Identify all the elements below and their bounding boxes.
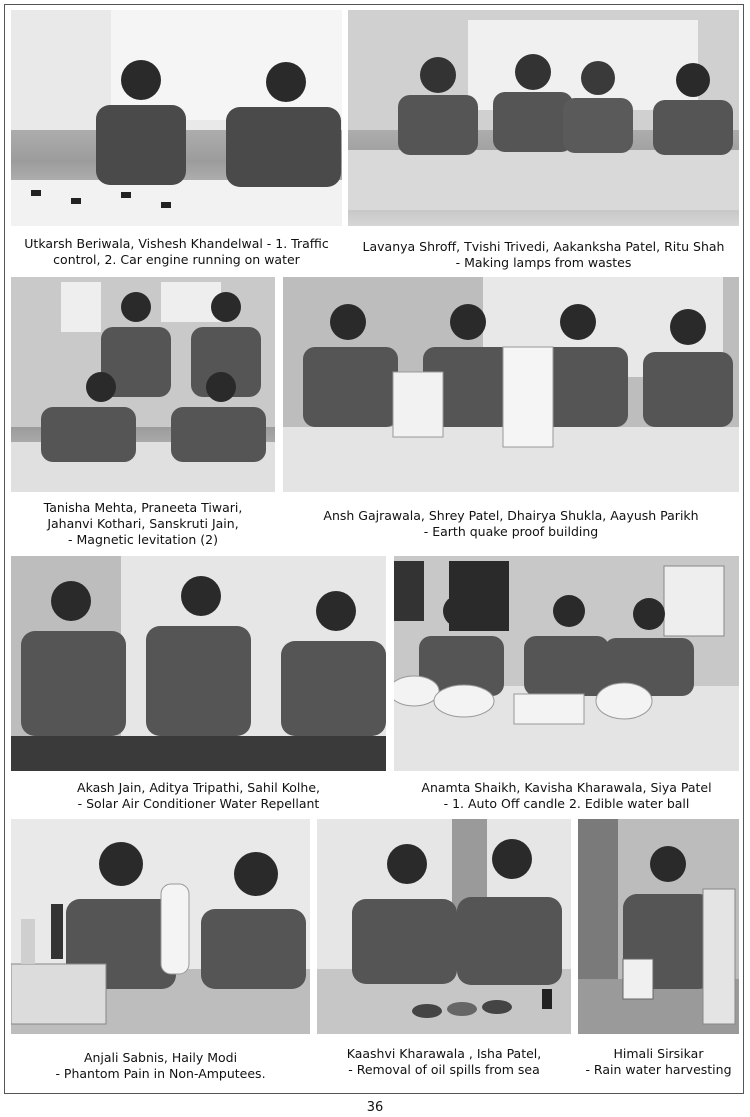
- caption-rain-water-harvesting: [578, 1046, 739, 1078]
- caption-line: - Magnetic levitation (2): [68, 532, 218, 547]
- caption-line: - Phantom Pain in Non-Amputees.: [55, 1066, 266, 1081]
- photo-rain-water-harvesting: [578, 819, 739, 1034]
- caption-line: control, 2. Car engine running on water: [53, 252, 300, 267]
- photo-earthquake-proof-building: [283, 277, 739, 492]
- caption-phantom-pain: [11, 1050, 310, 1082]
- photo-traffic-control: [11, 10, 342, 226]
- caption-oil-spill-removal: [310, 1046, 578, 1078]
- caption-line: Tanisha Mehta, Praneeta Tiwari,: [43, 500, 243, 515]
- caption-line: - Rain water harvesting: [585, 1062, 732, 1077]
- caption-line: - Making lamps from wastes: [455, 255, 632, 270]
- caption-earthquake-proof-building: [283, 508, 739, 540]
- photo-lamps-from-waste: [348, 10, 739, 226]
- caption-line: Anjali Sabnis, Haily Modi: [83, 1050, 238, 1065]
- caption-traffic-control: [11, 236, 342, 268]
- caption-solar-air-conditioner: [11, 780, 386, 812]
- caption-line: Himali Sirsikar: [613, 1046, 704, 1061]
- caption-line: Akash Jain, Aditya Tripathi, Sahil Kolhe,: [77, 780, 320, 795]
- caption-lamps-from-waste: [348, 239, 739, 271]
- caption-line: Kaashvi Kharawala , Isha Patel,: [346, 1046, 542, 1061]
- caption-auto-off-candle: [394, 780, 739, 812]
- caption-line: - Earth quake proof building: [423, 524, 599, 539]
- caption-line: Ansh Gajrawala, Shrey Patel, Dhairya Shukla, Aayush Parikh: [323, 508, 699, 523]
- photo-solar-air-conditioner: [11, 556, 386, 771]
- caption-line: - Removal of oil spills from sea: [348, 1062, 540, 1077]
- page-number: 36: [366, 1100, 384, 1115]
- caption-line: Utkarsh Beriwala, Vishesh Khandelwal - 1. Traffic: [24, 236, 329, 251]
- photo-magnetic-levitation: [11, 277, 275, 492]
- caption-line: Jahanvi Kothari, Sanskruti Jain,: [47, 516, 239, 531]
- caption-line: Lavanya Shroff, Tvishi Trivedi, Aakanksha Patel, Ritu Shah: [362, 239, 725, 254]
- caption-line: - 1. Auto Off candle 2. Edible water ball: [443, 796, 690, 811]
- photo-auto-off-candle: [394, 556, 739, 771]
- photo-oil-spill-removal: [317, 819, 571, 1034]
- photo-phantom-pain: [11, 819, 310, 1034]
- caption-magnetic-levitation: [11, 500, 275, 548]
- caption-line: - Solar Air Conditioner Water Repellant: [77, 796, 320, 811]
- caption-line: Anamta Shaikh, Kavisha Kharawala, Siya Patel: [421, 780, 712, 795]
